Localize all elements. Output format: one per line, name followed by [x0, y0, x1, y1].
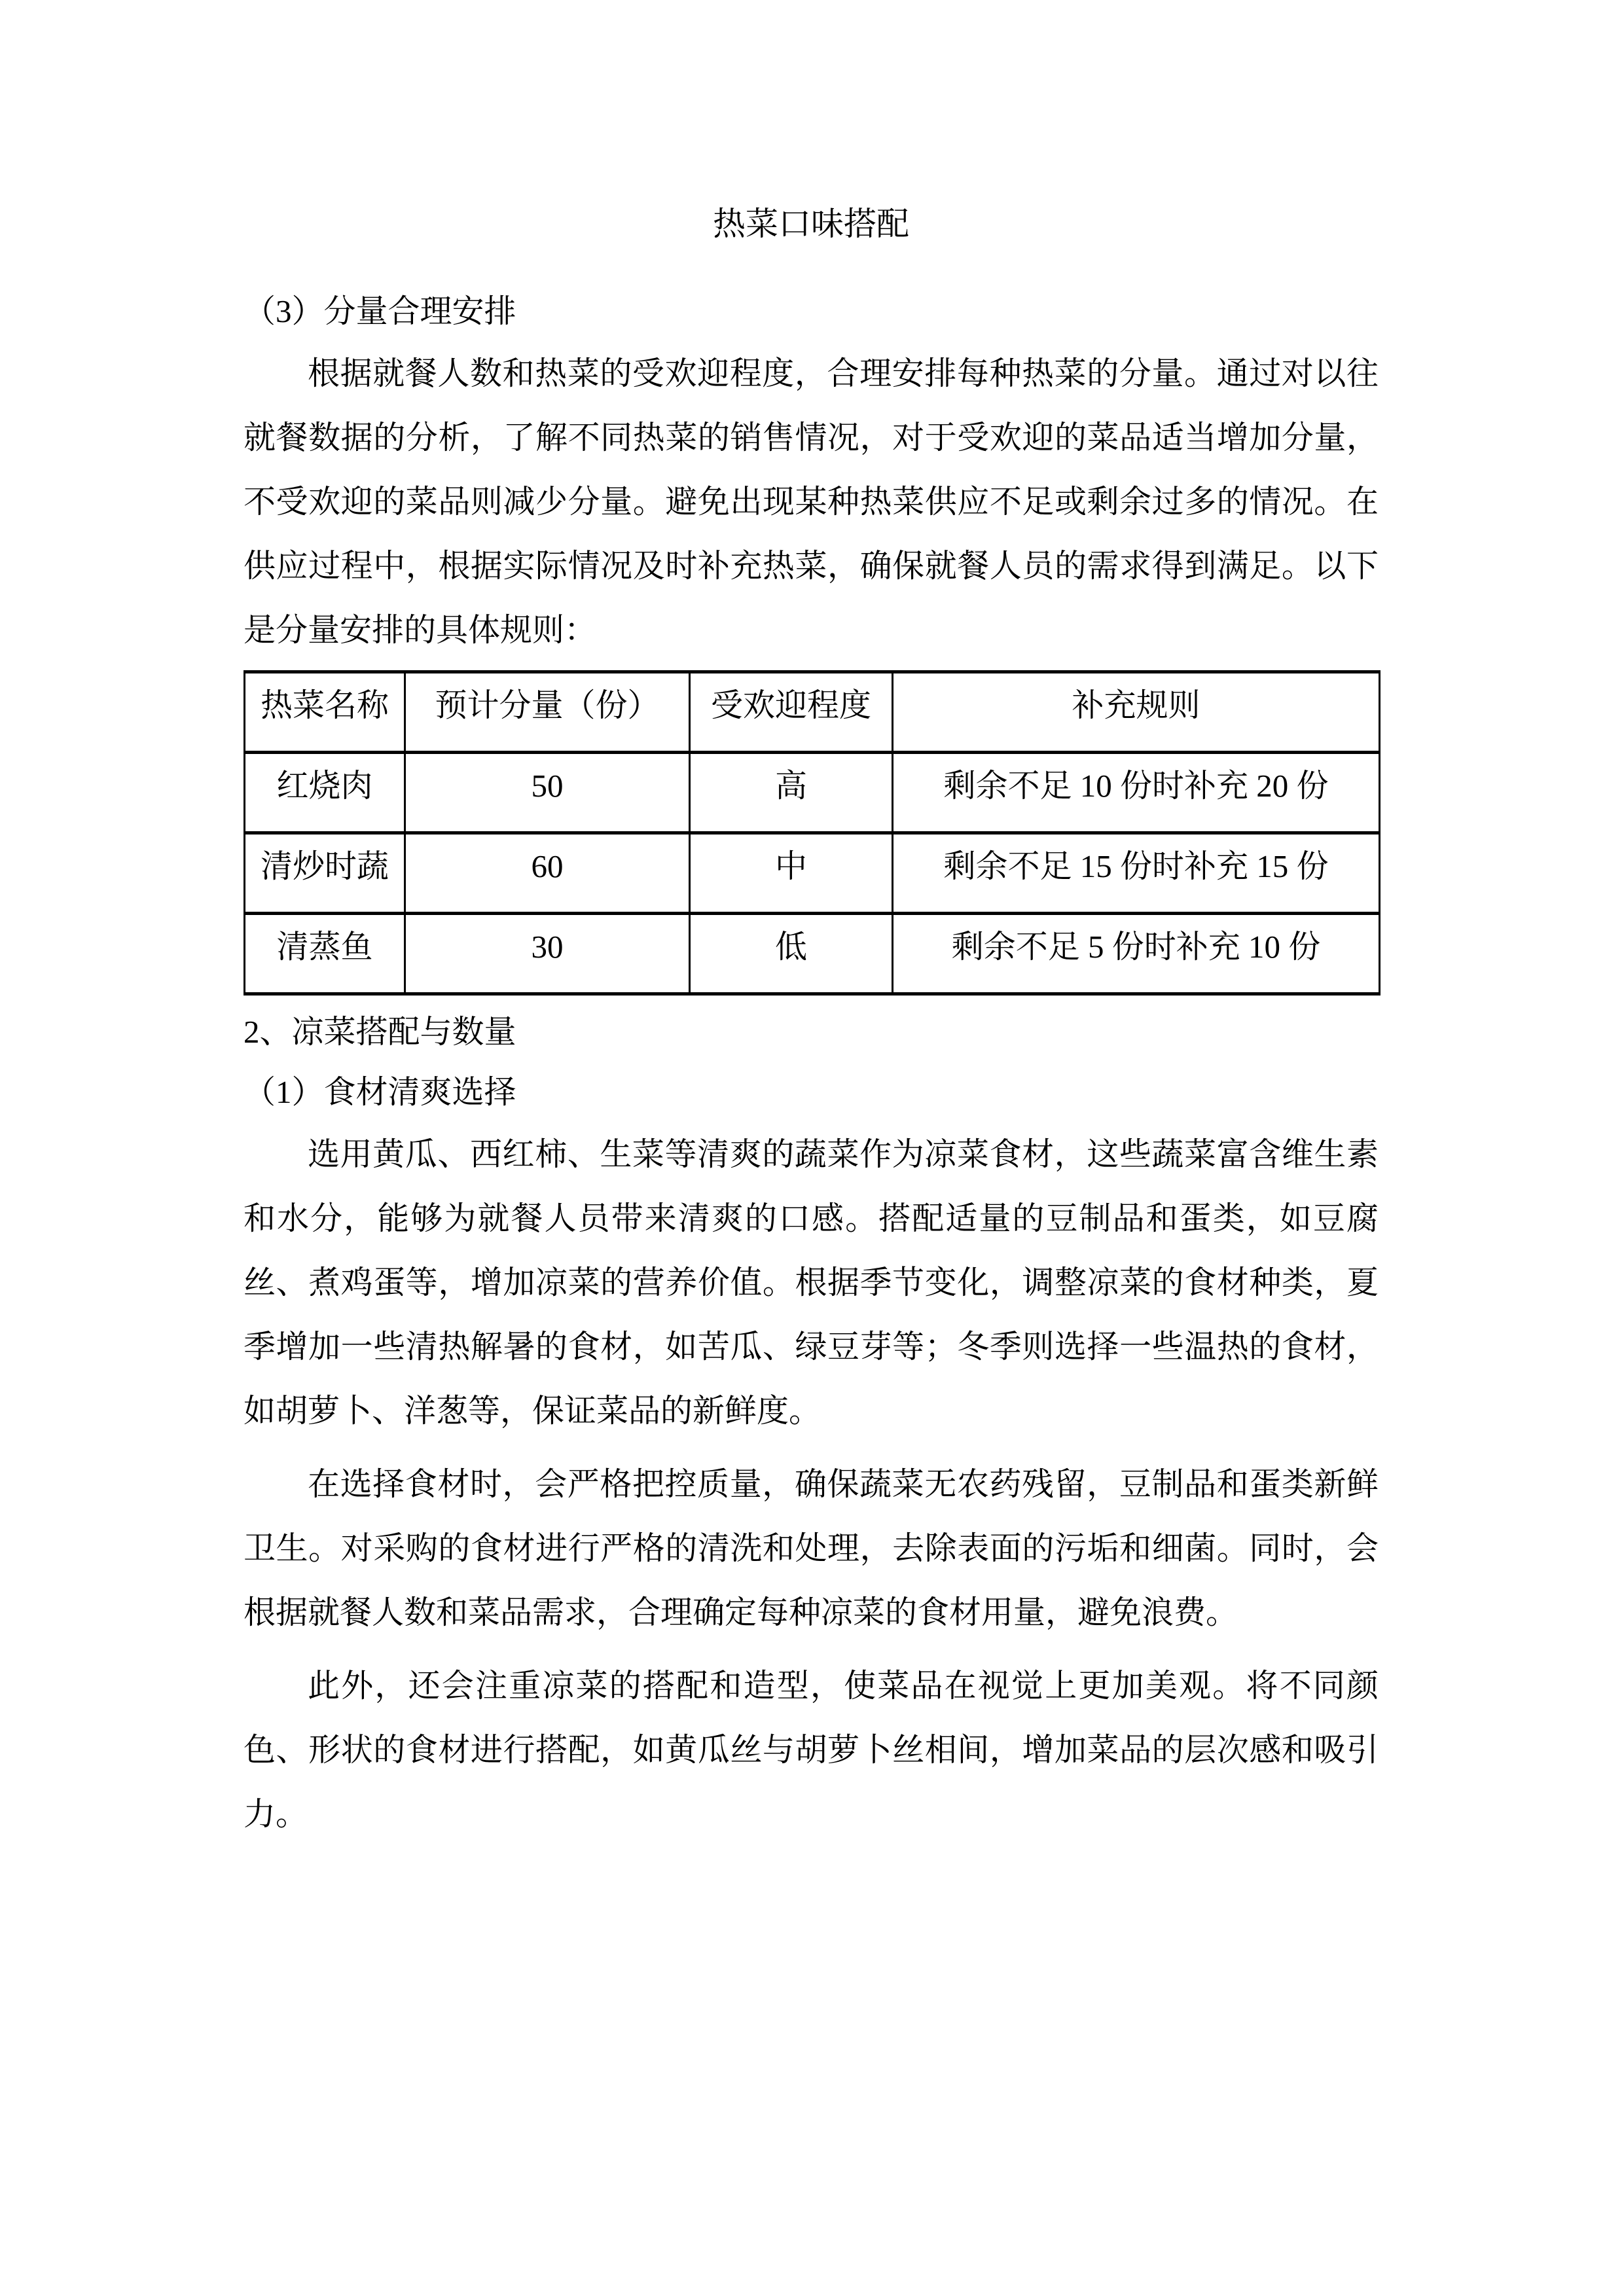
- table-cell-popularity: 中: [690, 833, 893, 914]
- table-row: [245, 753, 1380, 833]
- table-header-cell-portion: 预计分量（份）: [405, 672, 690, 753]
- table-row: [245, 833, 1380, 914]
- table-cell-rule: 剩余不足 15 份时补充 15 份: [893, 833, 1380, 914]
- table-cell-popularity: 低: [690, 914, 893, 994]
- portion-rules-table: [244, 670, 1380, 996]
- heading-cold-dish: 2、凉菜搭配与数量: [244, 1014, 516, 1050]
- paragraph-ingredient-selection: 选用黄瓜、西红柿、生菜等清爽的蔬菜作为凉菜食材，这些蔬菜富含维生素和水分，能够为就餐人员带来清爽的口感。搭配适量的豆制品和蛋类，如豆腐丝、煮鸡蛋等，增加凉菜的营养价值。根据季节变化，调整凉菜的食材种类，夏季增加一些清热解暑的食材，如苦瓜、绿豆芽等；冬季则选择一些温热的食材，如胡萝卜、洋葱等，保证菜品的新鲜度。: [244, 1136, 1379, 1429]
- table-cell-portion: 30: [405, 914, 690, 994]
- heading-portion-arrangement: （3）分量合理安排: [244, 293, 516, 329]
- paragraph-quality-control: 在选择食材时，会严格把控质量，确保蔬菜无农药残留，豆制品和蛋类新鲜卫生。对采购的食材进行严格的清洗和处理，去除表面的污垢和细菌。同时，会根据就餐人数和菜品需求，合理确定每种凉菜的食材用量，避免浪费。: [244, 1466, 1379, 1630]
- table-cell-dish-name: 红烧肉: [245, 753, 405, 833]
- paragraph-presentation: 此外，还会注重凉菜的搭配和造型，使菜品在视觉上更加美观。将不同颜色、形状的食材进行搭配，如黄瓜丝与胡萝卜丝相间，增加菜品的层次感和吸引力。: [244, 1668, 1379, 1832]
- page-title: 热菜口味搭配: [713, 206, 909, 242]
- table-header-cell-rule: 补充规则: [893, 672, 1380, 753]
- table-header-cell-popularity: 受欢迎程度: [690, 672, 893, 753]
- table-cell-rule: 剩余不足 5 份时补充 10 份: [893, 914, 1380, 994]
- table-header-cell-dish-name: 热菜名称: [245, 672, 405, 753]
- table-row: [245, 914, 1380, 994]
- table-cell-portion: 50: [405, 753, 690, 833]
- heading-ingredient-selection: （1）食材清爽选择: [244, 1074, 516, 1110]
- table-cell-popularity: 高: [690, 753, 893, 833]
- table-cell-dish-name: 清蒸鱼: [245, 914, 405, 994]
- paragraph-portion-arrangement: 根据就餐人数和热菜的受欢迎程度，合理安排每种热菜的分量。通过对以往就餐数据的分析，了解不同热菜的销售情况，对于受欢迎的菜品适当增加分量，不受欢迎的菜品则减少分量。避免出现某种热菜供应不足或剩余过多的情况。在供应过程中，根据实际情况及时补充热菜，确保就餐人员的需求得到满足。以下是分量安排的具体规则：: [244, 355, 1379, 648]
- table-cell-portion: 60: [405, 833, 690, 914]
- table-cell-rule: 剩余不足 10 份时补充 20 份: [893, 753, 1380, 833]
- table-cell-dish-name: 清炒时蔬: [245, 833, 405, 914]
- table-header-row: [245, 672, 1380, 753]
